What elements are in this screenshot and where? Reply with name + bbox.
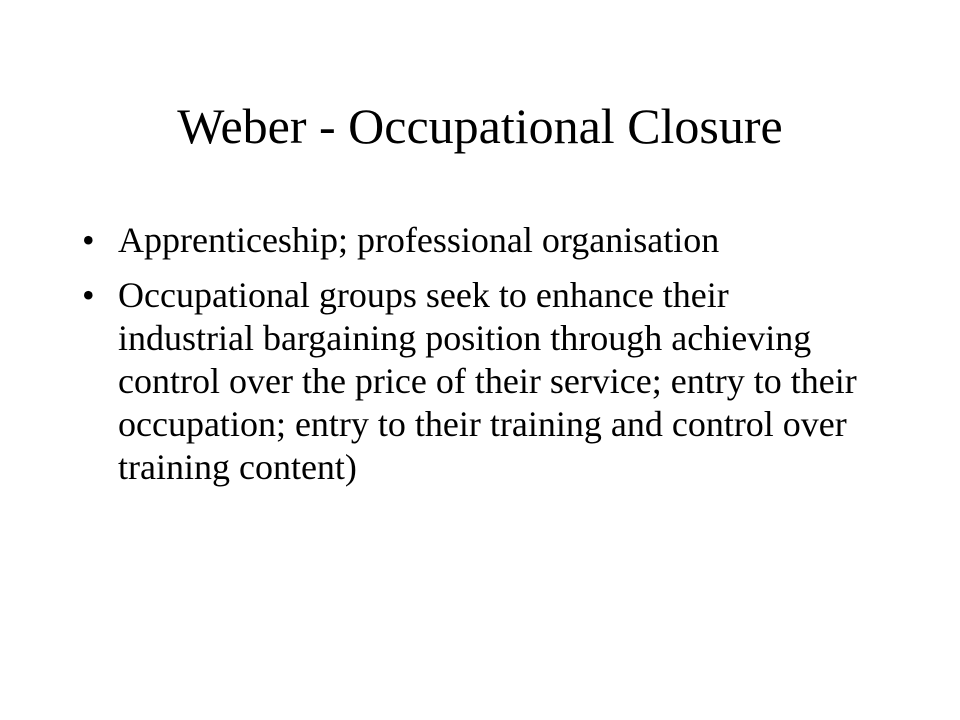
bullet-item-apprenticeship [80,219,860,262]
bullet-marker: • [82,220,95,260]
bullet-text: Apprenticeship; professional organisation [118,220,720,260]
bullet-marker: • [82,275,95,315]
bullet-text: Occupational groups seek to enhance their industrial bargaining position through achieving control over the price of their service; entry to their occupation; entry to their training and control over training content) [118,275,857,487]
bullet-list [80,219,860,501]
slide-title: Weber - Occupational Closure [177,98,783,154]
bullet-item-occupational-groups [80,274,860,489]
